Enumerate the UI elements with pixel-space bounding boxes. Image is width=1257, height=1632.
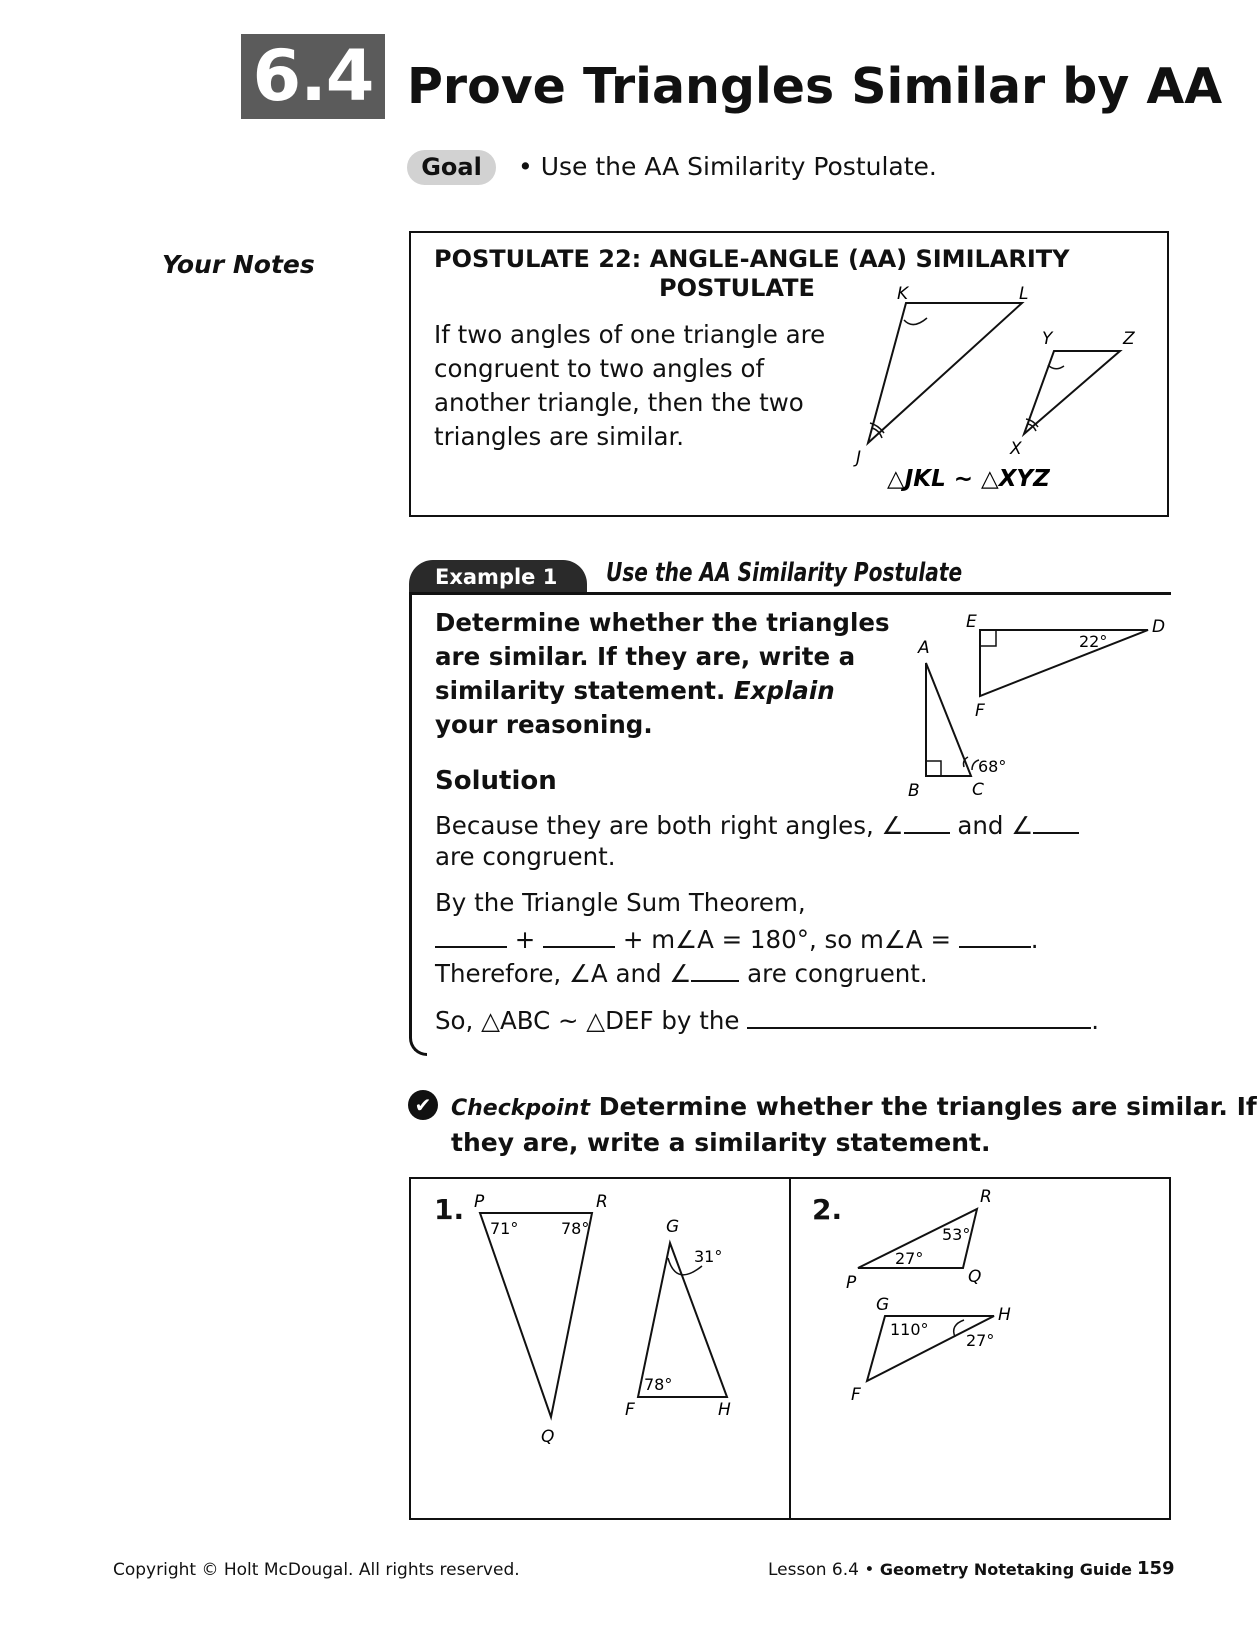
- answer-blank-7[interactable]: [747, 1003, 1091, 1029]
- solution-heading: Solution: [435, 766, 557, 796]
- ex1-label-p: P: [474, 1192, 485, 1212]
- label-b: B: [908, 781, 920, 801]
- answer-blank-3[interactable]: [435, 922, 507, 948]
- answer-blank-4[interactable]: [543, 922, 615, 948]
- solution-line-3: + + m∠A = 180°, so m∠A = .: [435, 922, 1039, 954]
- ex1-label-h: H: [718, 1400, 731, 1420]
- label-x: X: [1010, 439, 1022, 459]
- example-tab: Example 1: [409, 560, 587, 592]
- label-y: Y: [1042, 329, 1053, 349]
- checkpoint-label: Checkpoint: [451, 1096, 590, 1121]
- right-angle-e: [980, 630, 996, 646]
- solution-line-2: By the Triangle Sum Theorem,: [435, 888, 806, 917]
- ex2-label-g: G: [876, 1295, 890, 1315]
- ex1-angle-f: 78°: [644, 1375, 673, 1394]
- ex2-angle-h: 27°: [966, 1331, 995, 1350]
- label-k: K: [897, 284, 909, 304]
- postulate-heading: POSTULATE 22: ANGLE-ANGLE (AA) SIMILARITY: [434, 245, 1070, 273]
- angle-d-value: 22°: [1079, 632, 1108, 651]
- label-l: L: [1019, 284, 1029, 304]
- example-bracket: [409, 592, 427, 1056]
- footer-lesson: Lesson 6.4 • Geometry Notetaking Guide: [768, 1560, 1133, 1580]
- right-angle-b: [926, 761, 941, 776]
- example-rule: [409, 592, 1171, 595]
- goal-text: • Use the AA Similarity Postulate.: [518, 152, 937, 181]
- section-number-badge: 6.4: [241, 34, 385, 119]
- label-a: A: [918, 638, 930, 658]
- solution-line-4: Therefore, ∠A and ∠ are congruent.: [435, 956, 928, 988]
- ex2-angle-r: 53°: [942, 1225, 971, 1244]
- label-j: J: [856, 448, 862, 468]
- solution-line-5: So, △ABC ~ △DEF by the .: [435, 1003, 1099, 1035]
- ex1-label-f: F: [625, 1400, 635, 1420]
- label-d: D: [1152, 617, 1166, 637]
- footer-copyright: Copyright © Holt McDougal. All rights reserved.: [113, 1560, 520, 1580]
- ex2-angle-p: 27°: [895, 1249, 924, 1268]
- angle-y-arc: [1048, 365, 1064, 369]
- triangle-jkl: [868, 303, 1022, 443]
- ex2-label-q: Q: [968, 1267, 982, 1287]
- problem-end: your reasoning.: [435, 710, 653, 739]
- ex2-label-f: F: [851, 1385, 861, 1405]
- ex2-angle-g: 110°: [890, 1320, 929, 1339]
- solution-line-1-cont: are congruent.: [435, 842, 616, 871]
- problem-explain: Explain: [733, 676, 835, 705]
- checkpoint-instructions: Determine whether the triangles are similar. If they are, write a similarity statement.: [451, 1092, 1257, 1157]
- angle-k-arc: [904, 318, 927, 325]
- exercise-1-number: 1.: [434, 1193, 465, 1226]
- triangle-xyz: [1024, 351, 1120, 434]
- answer-blank-1[interactable]: [904, 808, 950, 834]
- ex1-angle-p: 71°: [490, 1219, 519, 1238]
- similarity-statement: △JKL ~ △XYZ: [887, 466, 1050, 492]
- your-notes-label: Your Notes: [162, 250, 315, 279]
- postulate-heading-cont: POSTULATE: [659, 274, 815, 302]
- triangle-def: [980, 630, 1148, 696]
- problem-text: Determine whether the triangles are similar. If they are, write a similarity statement.: [435, 608, 890, 705]
- postulate-text: If two angles of one triangle are congruent to two angles of another triangle, then the two triangles are similar.: [434, 320, 826, 451]
- angle-c-value: 68°: [978, 757, 1007, 776]
- solution-line-1: Because they are both right angles, ∠ and ∠: [435, 808, 1079, 840]
- example-problem: [435, 606, 895, 742]
- answer-blank-6[interactable]: [691, 956, 739, 982]
- ex1-label-g: G: [666, 1217, 680, 1237]
- page-title: Prove Triangles Similar by AA: [407, 58, 1223, 115]
- exercise-divider: [789, 1177, 791, 1520]
- example-subtitle: Use the AA Similarity Postulate: [606, 558, 963, 588]
- label-f: F: [975, 701, 985, 721]
- ex2-label-p: P: [846, 1273, 857, 1293]
- answer-blank-2[interactable]: [1033, 808, 1079, 834]
- ex1-label-r: R: [596, 1192, 608, 1212]
- ex2-label-r: R: [980, 1187, 992, 1207]
- ex2-label-h: H: [998, 1305, 1011, 1325]
- checkmark-icon: ✔: [408, 1090, 438, 1120]
- ex1-angle-g: 31°: [694, 1247, 723, 1266]
- ex1-label-q: Q: [541, 1427, 555, 1447]
- label-c: C: [972, 780, 984, 800]
- exercise-2-number: 2.: [812, 1193, 843, 1226]
- footer-book-title: Geometry Notetaking Guide: [879, 1560, 1133, 1579]
- checkpoint-text: [451, 1090, 1257, 1160]
- answer-blank-5[interactable]: [959, 922, 1031, 948]
- ex1-angle-r: 78°: [561, 1219, 590, 1238]
- label-e: E: [966, 612, 977, 632]
- label-z: Z: [1123, 329, 1135, 349]
- page-number: 159: [1137, 1558, 1175, 1579]
- goal-label: Goal: [407, 150, 496, 185]
